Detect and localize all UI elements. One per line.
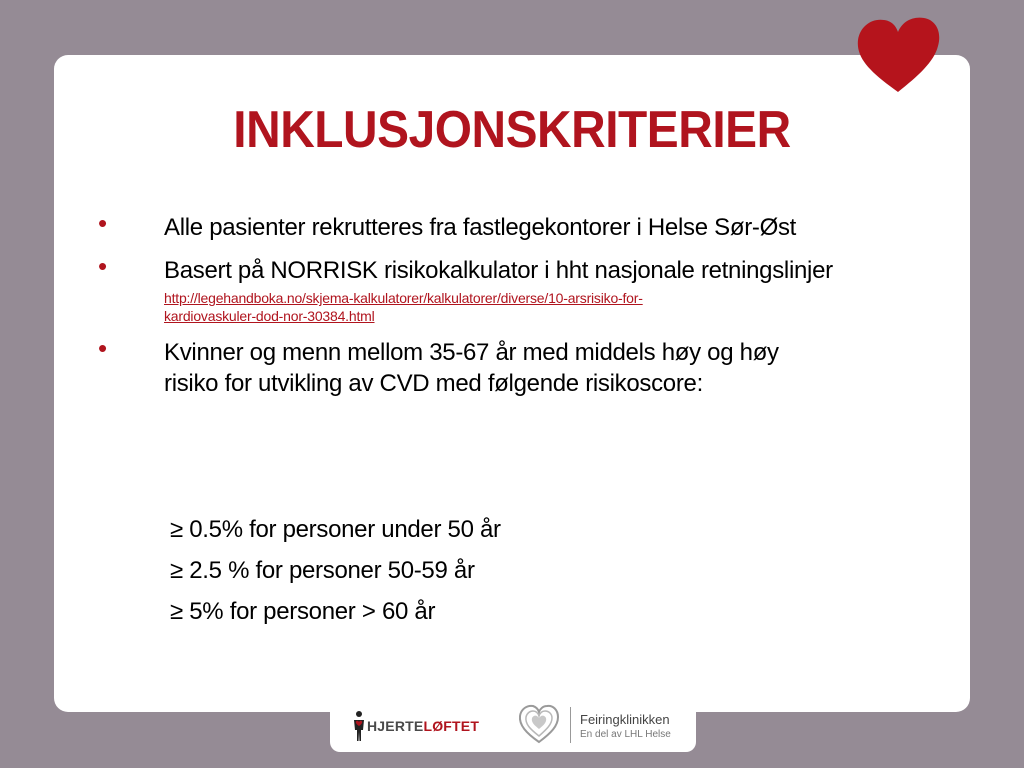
hjerteloftet-logo <box>367 718 479 734</box>
list-item <box>96 333 836 399</box>
logo-divider <box>570 707 571 743</box>
feiringklinikken-subtitle: En del av LHL Helse <box>580 729 671 740</box>
list-item <box>96 251 836 325</box>
list-item <box>96 208 836 243</box>
criteria-line: ≥ 5% for personer > 60 år <box>170 598 436 625</box>
bullet-text: Alle pasienter rekrutteres fra fastlegekontorer i Helse Sør-Øst <box>164 214 797 241</box>
bullet-text: Kvinner og menn mellom 35-67 år med middels høy og høy risiko for utvikling av CVD med følgende risikoscore: <box>164 339 779 397</box>
criteria-line: ≥ 2.5 % for personer 50-59 år <box>170 557 475 584</box>
person-heart-icon <box>352 710 366 742</box>
bullet-icon: • <box>98 333 108 363</box>
bullet-icon: • <box>98 208 108 238</box>
criteria-line: ≥ 0.5% for personer under 50 år <box>170 516 501 543</box>
logo-text: HJERTE <box>367 718 424 734</box>
bullet-icon: • <box>98 251 108 281</box>
page-title: INKLUSJONSKRITERIER <box>233 101 791 159</box>
link-line: kardiovaskuler-dod-nor-30384.html <box>164 308 375 324</box>
feiringklinikken-heart-icon <box>516 700 562 746</box>
link-line: http://legehandboka.no/skjema-kalkulatorer/kalkulatorer/diverse/10-arsrisiko-for- <box>164 290 643 306</box>
feiringklinikken-name: Feiringklinikken <box>580 712 670 727</box>
heart-icon <box>852 14 944 96</box>
logo-text: LØFTET <box>423 718 480 734</box>
bullet-text: Basert på NORRISK risikokalkulator i hht nasjonale retningslinjer <box>164 257 833 284</box>
bullet-list <box>96 208 836 411</box>
norrisk-link[interactable] <box>164 289 836 325</box>
